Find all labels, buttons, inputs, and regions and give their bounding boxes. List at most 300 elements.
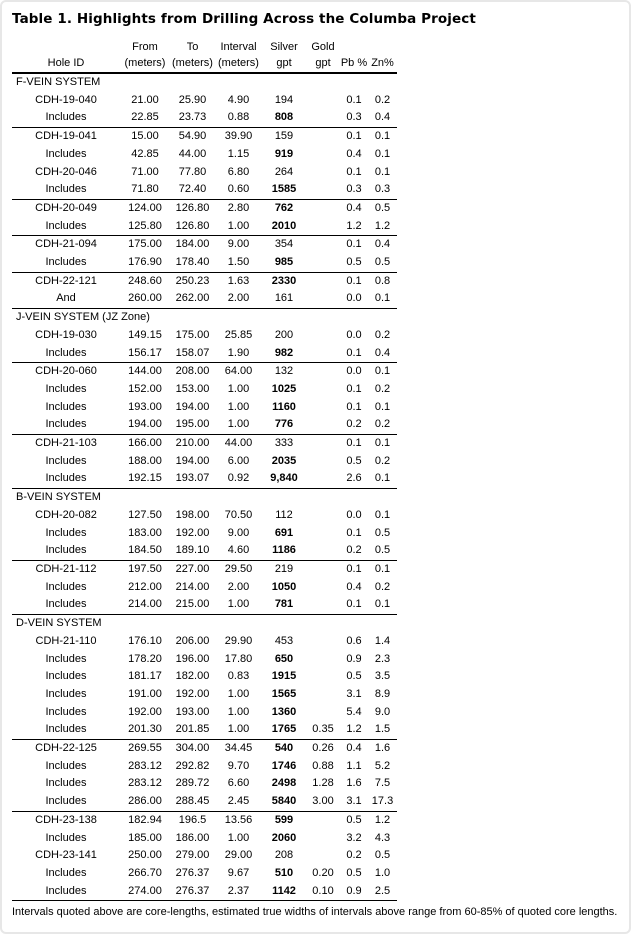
pb-cell: 0.0 (346, 365, 362, 378)
hole-id-cell: Includes (45, 147, 87, 160)
drill-results-table (12, 40, 397, 901)
gold-cell (306, 416, 340, 434)
table-row (12, 128, 397, 146)
table-row (12, 507, 397, 525)
pb-cell: 0.1 (346, 274, 362, 287)
zn-cell: 0.5 (368, 254, 397, 272)
zn-cell: 0.4 (374, 238, 391, 251)
gold-cell (306, 109, 340, 127)
pb-cell: 1.1 (346, 759, 362, 772)
from-cell: 178.20 (128, 652, 162, 665)
from-cell: 15.00 (131, 130, 159, 143)
table-row (12, 290, 397, 308)
silver-cell: 5840 (262, 793, 306, 811)
gold-cell (306, 596, 340, 614)
pb-cell: 0.1 (346, 93, 362, 106)
gold-cell (306, 327, 340, 345)
silver-cell: 1050 (271, 580, 297, 593)
zn-cell: 17.3 (368, 793, 397, 811)
hole-id-cell: Includes (12, 596, 120, 614)
zn-cell: 0.1 (374, 562, 391, 575)
pb-cell: 0.4 (346, 147, 362, 160)
hole-id-cell: Includes (45, 652, 87, 665)
pb-cell: 3.2 (346, 831, 362, 844)
silver-cell: 1915 (271, 670, 297, 683)
pb-cell: 0.4 (346, 201, 362, 214)
hole-id-cell: Includes (45, 670, 87, 683)
interval-cell: 2.80 (227, 201, 250, 214)
col-header-interval: (meters) (215, 55, 262, 73)
to-cell: 25.90 (178, 93, 207, 106)
to-cell: 288.45 (170, 793, 215, 811)
pb-cell: 0.9 (340, 883, 368, 901)
from-cell: 248.60 (128, 274, 162, 287)
to-cell: 186.00 (175, 831, 210, 844)
interval-cell: 6.00 (227, 454, 250, 467)
to-cell: 175.00 (175, 328, 210, 341)
zn-cell: 0.2 (374, 382, 391, 395)
interval-cell: 9.00 (227, 238, 250, 251)
table-row (12, 686, 397, 704)
hole-id-cell: Includes (12, 109, 120, 127)
pb-cell: 0.1 (340, 345, 368, 363)
table-row (12, 254, 397, 272)
to-cell: 54.90 (178, 130, 207, 143)
silver-cell: 159 (274, 130, 294, 143)
pb-cell: 0.6 (346, 634, 362, 647)
silver-cell: 1142 (262, 883, 306, 901)
table-row (12, 579, 397, 597)
to-cell: 44.00 (178, 147, 207, 160)
pb-cell: 0.1 (346, 562, 362, 575)
silver-cell: 982 (262, 345, 306, 363)
zn-cell: 0.5 (374, 526, 391, 539)
table-row (12, 775, 397, 793)
interval-cell: 70.50 (224, 508, 253, 521)
zn-cell: 0.3 (368, 181, 397, 199)
pb-cell: 0.5 (346, 813, 362, 826)
interval-cell: 1.50 (215, 254, 262, 272)
pb-cell: 0.5 (340, 254, 368, 272)
pb-cell: 0.2 (346, 849, 362, 862)
hole-id-cell: CDH-21-094 (35, 238, 97, 251)
pb-cell: 0.1 (346, 526, 362, 539)
hole-id-cell: CDH-21-112 (35, 562, 97, 575)
to-cell: 126.80 (175, 201, 210, 214)
hole-id-cell: Includes (45, 382, 87, 395)
from-cell: 21.00 (131, 93, 159, 106)
gold-cell: 1.28 (312, 777, 334, 790)
silver-cell: 762 (274, 201, 294, 214)
gold-cell (306, 399, 340, 417)
silver-cell: 161 (262, 290, 306, 308)
interval-cell: 0.83 (227, 670, 250, 683)
gold-cell (306, 704, 340, 722)
zn-cell: 0.1 (368, 290, 397, 308)
hole-id-cell: Includes (12, 721, 120, 739)
table-header (12, 40, 397, 73)
pb-cell: 0.5 (346, 866, 362, 879)
silver-cell: 599 (274, 813, 294, 826)
gold-cell (306, 254, 340, 272)
to-cell: 158.07 (170, 345, 215, 363)
pb-cell: 1.2 (340, 218, 368, 236)
from-cell: 191.00 (128, 687, 162, 700)
section-header-row (12, 309, 397, 327)
zn-cell: 1.2 (374, 813, 391, 826)
from-cell: 283.12 (128, 777, 162, 790)
gold-cell: 0.35 (306, 721, 340, 739)
hole-id-cell: Includes (12, 470, 120, 488)
hole-id-cell: Includes (12, 218, 120, 236)
table-row (12, 381, 397, 399)
table-body (12, 73, 397, 901)
to-cell: 193.07 (170, 470, 215, 488)
col-header-from: (meters) (120, 55, 170, 73)
from-cell: 184.50 (120, 542, 170, 560)
from-cell: 156.17 (120, 345, 170, 363)
table-row (12, 181, 397, 199)
hole-id-cell: CDH-21-110 (35, 634, 97, 647)
hole-id-cell: CDH-22-125 (35, 742, 97, 755)
col-header-silver-top: Silver (270, 41, 298, 53)
interval-cell: 1.00 (227, 831, 250, 844)
gold-cell (306, 363, 340, 381)
hole-id-cell: CDH-22-121 (35, 274, 97, 287)
silver-cell: 776 (262, 416, 306, 434)
gold-cell (306, 651, 340, 669)
pb-cell: 0.4 (346, 580, 362, 593)
from-cell: 176.90 (120, 254, 170, 272)
col-header-zn: Zn% (368, 55, 397, 73)
interval-cell: 2.45 (215, 793, 262, 811)
gold-cell: 0.10 (306, 883, 340, 901)
interval-cell: 2.00 (227, 580, 250, 593)
gold-cell (306, 128, 340, 146)
hole-id-cell: Includes (45, 705, 87, 718)
hole-id-cell: Includes (12, 345, 120, 363)
interval-cell: 34.45 (224, 742, 253, 755)
silver-cell: 219 (274, 562, 294, 575)
gold-cell (306, 633, 340, 651)
pb-cell: 1.2 (340, 721, 368, 739)
silver-cell: 919 (274, 147, 294, 160)
pb-cell: 0.0 (346, 508, 362, 521)
hole-id-cell: Includes (12, 542, 120, 560)
table-row (12, 218, 397, 236)
silver-cell: 985 (262, 254, 306, 272)
hole-id-cell: Includes (45, 831, 87, 844)
from-cell: 183.00 (128, 526, 162, 539)
zn-cell: 2.3 (374, 652, 391, 665)
to-cell: 72.40 (170, 181, 215, 199)
pb-cell: 0.2 (340, 416, 368, 434)
zn-cell: 1.0 (374, 866, 391, 879)
from-cell: 197.50 (128, 562, 162, 575)
to-cell: 206.00 (175, 634, 210, 647)
gold-cell (306, 686, 340, 704)
zn-cell: 3.5 (374, 670, 391, 683)
pb-cell: 0.9 (346, 652, 362, 665)
silver-cell: 1160 (272, 400, 296, 413)
hole-id-cell: Includes (45, 687, 87, 700)
zn-cell: 1.6 (374, 742, 391, 755)
pb-cell: 0.4 (346, 742, 362, 755)
col-header-from-top: From (132, 41, 158, 53)
zn-cell: 2.5 (368, 883, 397, 901)
silver-cell: 333 (274, 437, 294, 450)
pb-cell: 3.1 (340, 793, 368, 811)
silver-cell: 540 (274, 742, 294, 755)
table-row (12, 327, 397, 345)
table-row (12, 596, 397, 614)
to-cell: 250.23 (175, 274, 210, 287)
interval-cell: 4.90 (227, 93, 250, 106)
gold-cell (306, 453, 340, 471)
table-row (12, 793, 397, 811)
interval-cell: 1.00 (227, 400, 250, 413)
to-cell: 77.80 (178, 165, 207, 178)
zn-cell: 0.4 (368, 345, 397, 363)
hole-id-cell: And (12, 290, 120, 308)
table-row (12, 399, 397, 417)
table-row (12, 704, 397, 722)
gold-cell (306, 92, 340, 110)
zn-cell: 9.0 (374, 705, 391, 718)
to-cell: 153.00 (175, 382, 210, 395)
table-row (12, 883, 397, 901)
from-cell: 144.00 (128, 365, 162, 378)
from-cell: 175.00 (128, 238, 162, 251)
gold-cell (306, 579, 340, 597)
interval-cell: 29.90 (224, 634, 253, 647)
silver-cell: 1746 (271, 759, 297, 772)
hole-id-cell: Includes (45, 777, 87, 790)
silver-cell: 2498 (271, 777, 297, 790)
table-row (12, 470, 397, 488)
header-row-top (12, 40, 397, 55)
silver-cell: 453 (274, 634, 294, 647)
table-row (12, 92, 397, 110)
pb-cell: 0.2 (340, 542, 368, 560)
silver-cell: 781 (262, 596, 306, 614)
zn-cell: 0.1 (374, 365, 391, 378)
table-row (12, 525, 397, 543)
interval-cell: 6.80 (227, 165, 250, 178)
silver-cell: 1565 (271, 687, 297, 700)
hole-id-cell: Includes (12, 416, 120, 434)
from-cell: 42.85 (131, 147, 159, 160)
to-cell: 292.82 (175, 759, 210, 772)
gold-cell (306, 199, 340, 217)
to-cell: 194.00 (175, 400, 210, 413)
from-cell: 266.70 (128, 866, 162, 879)
to-cell: 194.00 (175, 454, 210, 467)
gold-cell (306, 164, 340, 182)
hole-id-cell: Includes (45, 580, 87, 593)
from-cell: 125.80 (120, 218, 170, 236)
pb-cell: 0.1 (346, 165, 362, 178)
col-header-silver: gpt (262, 55, 306, 73)
gold-cell (306, 146, 340, 164)
col-header-hole-id-top (12, 40, 120, 55)
zn-cell: 0.2 (374, 580, 391, 593)
pb-cell: 0.5 (346, 670, 362, 683)
zn-cell: 0.1 (368, 596, 397, 614)
zn-cell: 1.4 (374, 634, 391, 647)
to-cell: 276.37 (175, 866, 210, 879)
interval-cell: 6.60 (227, 777, 250, 790)
silver-cell: 132 (274, 365, 294, 378)
interval-cell: 4.60 (215, 542, 262, 560)
section-header-row (12, 73, 397, 92)
from-cell: 149.15 (128, 328, 162, 341)
section-header: J-VEIN SYSTEM (JZ Zone) (16, 311, 150, 324)
section-header: F-VEIN SYSTEM (16, 76, 101, 88)
to-cell: 276.37 (170, 883, 215, 901)
interval-cell: 1.00 (227, 705, 250, 718)
pb-cell: 0.3 (340, 109, 368, 127)
zn-cell: 0.1 (374, 165, 391, 178)
hole-id-cell: CDH-19-030 (35, 328, 97, 341)
to-cell: 201.85 (170, 721, 215, 739)
hole-id-cell: CDH-23-141 (35, 849, 97, 862)
to-cell: 126.80 (170, 218, 215, 236)
gold-cell (306, 181, 340, 199)
from-cell: 286.00 (120, 793, 170, 811)
from-cell: 283.12 (128, 759, 162, 772)
interval-cell: 1.63 (227, 274, 250, 287)
table-row (12, 811, 397, 829)
gold-cell (306, 236, 340, 254)
table-row (12, 435, 397, 453)
gold-cell (306, 811, 340, 829)
interval-cell: 17.80 (224, 652, 253, 665)
col-header-zn-top (368, 40, 397, 55)
interval-cell: 1.00 (215, 416, 262, 434)
hole-id-cell: CDH-20-049 (35, 201, 97, 214)
from-cell: 194.00 (120, 416, 170, 434)
pb-cell: 0.0 (340, 290, 368, 308)
interval-cell: 64.00 (224, 365, 253, 378)
table-row (12, 164, 397, 182)
from-cell: 260.00 (120, 290, 170, 308)
table-row (12, 865, 397, 883)
hole-id-cell: CDH-19-041 (35, 130, 97, 143)
hole-id-cell: CDH-20-046 (35, 165, 97, 178)
from-cell: 185.00 (128, 831, 162, 844)
gold-cell (306, 272, 340, 290)
table-title: Table 1. Highlights from Drilling Across the Columba Project (12, 11, 476, 27)
table-row (12, 363, 397, 381)
from-cell: 274.00 (120, 883, 170, 901)
table-row (12, 560, 397, 578)
interval-cell: 39.90 (224, 130, 253, 143)
from-cell: 71.00 (131, 165, 159, 178)
table-row (12, 146, 397, 164)
hole-id-cell: CDH-23-138 (35, 813, 97, 826)
to-cell: 192.00 (175, 687, 210, 700)
interval-cell: 1.00 (215, 218, 262, 236)
col-header-to: (meters) (170, 55, 215, 73)
table-footnote: Intervals quoted above are core-lengths, estimated true widths of intervals above range from 60-85% of quoted core lengths. (12, 906, 618, 919)
table-row (12, 272, 397, 290)
to-cell: 178.40 (170, 254, 215, 272)
interval-cell: 29.50 (224, 562, 253, 575)
zn-cell: 0.2 (374, 454, 391, 467)
table-row (12, 847, 397, 865)
to-cell: 196.00 (175, 652, 210, 665)
to-cell: 182.00 (175, 670, 210, 683)
from-cell: 182.94 (128, 813, 162, 826)
silver-cell: 1360 (271, 705, 297, 718)
to-cell: 193.00 (175, 705, 210, 718)
from-cell: 22.85 (120, 109, 170, 127)
hole-id-cell: Includes (12, 181, 120, 199)
pb-cell: 1.6 (346, 777, 362, 790)
gold-cell (306, 668, 340, 686)
col-header-hole-id: Hole ID (12, 55, 120, 73)
from-cell: 176.10 (128, 634, 162, 647)
table-row (12, 236, 397, 254)
gold-cell (306, 290, 340, 308)
table-row (12, 199, 397, 217)
table-row (12, 453, 397, 471)
silver-cell: 1585 (262, 181, 306, 199)
from-cell: 269.55 (128, 742, 162, 755)
silver-cell: 1025 (271, 382, 297, 395)
zn-cell: 0.2 (374, 93, 391, 106)
pb-cell: 0.5 (346, 454, 362, 467)
hole-id-cell: Includes (12, 254, 120, 272)
silver-cell: 194 (274, 93, 294, 106)
col-header-interval-top: Interval (220, 41, 257, 53)
from-cell: 201.30 (120, 721, 170, 739)
from-cell: 188.00 (128, 454, 162, 467)
hole-id-cell: Includes (45, 454, 87, 467)
gold-cell (306, 507, 340, 525)
section-header: D-VEIN SYSTEM (16, 617, 102, 630)
interval-cell: 1.00 (215, 721, 262, 739)
hole-id-cell: Includes (12, 883, 120, 901)
table-row (12, 721, 397, 739)
hole-id-cell: CDH-21-103 (35, 437, 97, 450)
to-cell: 279.00 (175, 849, 210, 862)
col-header-pb-top (340, 40, 368, 55)
zn-cell: 5.2 (374, 759, 391, 772)
table-row (12, 416, 397, 434)
from-cell: 214.00 (120, 596, 170, 614)
gold-cell (306, 830, 340, 848)
gold-cell (306, 218, 340, 236)
section-header-row (12, 489, 397, 507)
pb-cell: 2.6 (340, 470, 368, 488)
from-cell: 181.17 (128, 670, 162, 683)
to-cell: 184.00 (175, 238, 210, 251)
interval-cell: 13.56 (224, 813, 253, 826)
to-cell: 210.00 (175, 437, 210, 450)
pb-cell: 0.1 (346, 437, 362, 450)
to-cell: 208.00 (175, 365, 210, 378)
gold-cell (306, 542, 340, 560)
gold-cell (306, 435, 340, 453)
interval-cell: 1.90 (215, 345, 262, 363)
gold-cell (306, 560, 340, 578)
zn-cell: 7.5 (374, 777, 391, 790)
interval-cell: 2.00 (215, 290, 262, 308)
gold-cell: 0.88 (312, 759, 334, 772)
from-cell: 250.00 (128, 849, 162, 862)
